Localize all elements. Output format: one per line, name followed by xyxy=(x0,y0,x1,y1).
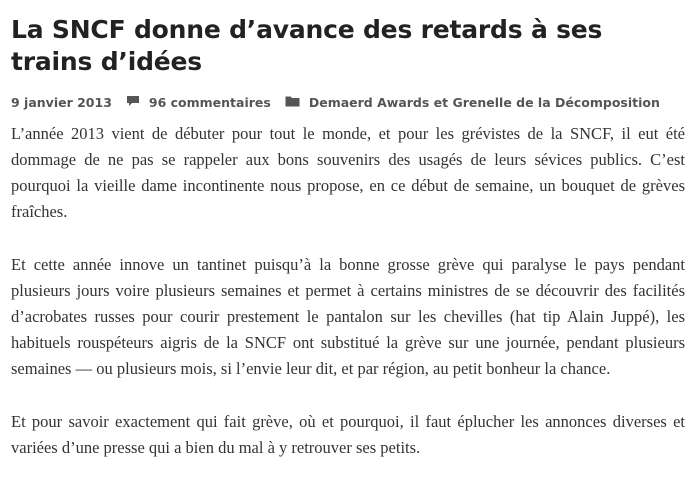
paragraph: Et cette année innove un tantinet puisqu’à la bonne grosse grève qui paralyse le pays pendant plusieurs jours voire plusieurs semaines et permet à certains ministres de se découvrir des facilités d’acrobates russes pour courir prestement le pantalon sur les chevilles (hat tip Alain Juppé), les habituels rouspéteurs aigris de la SNCF ont substitué la grève sur une journée, pendant plusieurs semaines — ou plusieurs mois, si l’envie leur dit, et par région, au petit bonheur la chance. xyxy=(11,255,685,378)
post-date-link[interactable]: 9 janvier 2013 xyxy=(11,95,112,110)
comments-link[interactable]: 96 commentaires xyxy=(148,95,271,110)
speech-bubble-icon xyxy=(126,95,140,111)
article-body xyxy=(11,121,685,461)
paragraph: L’année 2013 vient de débuter pour tout le monde, et pour les grévistes de la SNCF, il eut été dommage de ne pas se rappeler aux bons souvenirs des usagés de leurs sévices publics. C’est pourquoi la vieille dame incontinente nous propose, en ce début de semaine, un bouquet de grèves fraîches. xyxy=(11,124,685,221)
category-link[interactable]: Demaerd Awards et Grenelle de la Décomposition xyxy=(308,95,660,110)
article-title[interactable]: La SNCF donne d’avance des retards à ses trains d’idées xyxy=(11,15,603,76)
article-meta xyxy=(11,95,685,111)
folder-icon xyxy=(285,95,300,111)
article xyxy=(11,0,685,488)
paragraph: Et pour savoir exactement qui fait grève, où et pourquoi, il faut éplucher les annonces diverses et variées d’une presse qui a bien du mal à y retrouver ses petits. xyxy=(11,412,685,457)
